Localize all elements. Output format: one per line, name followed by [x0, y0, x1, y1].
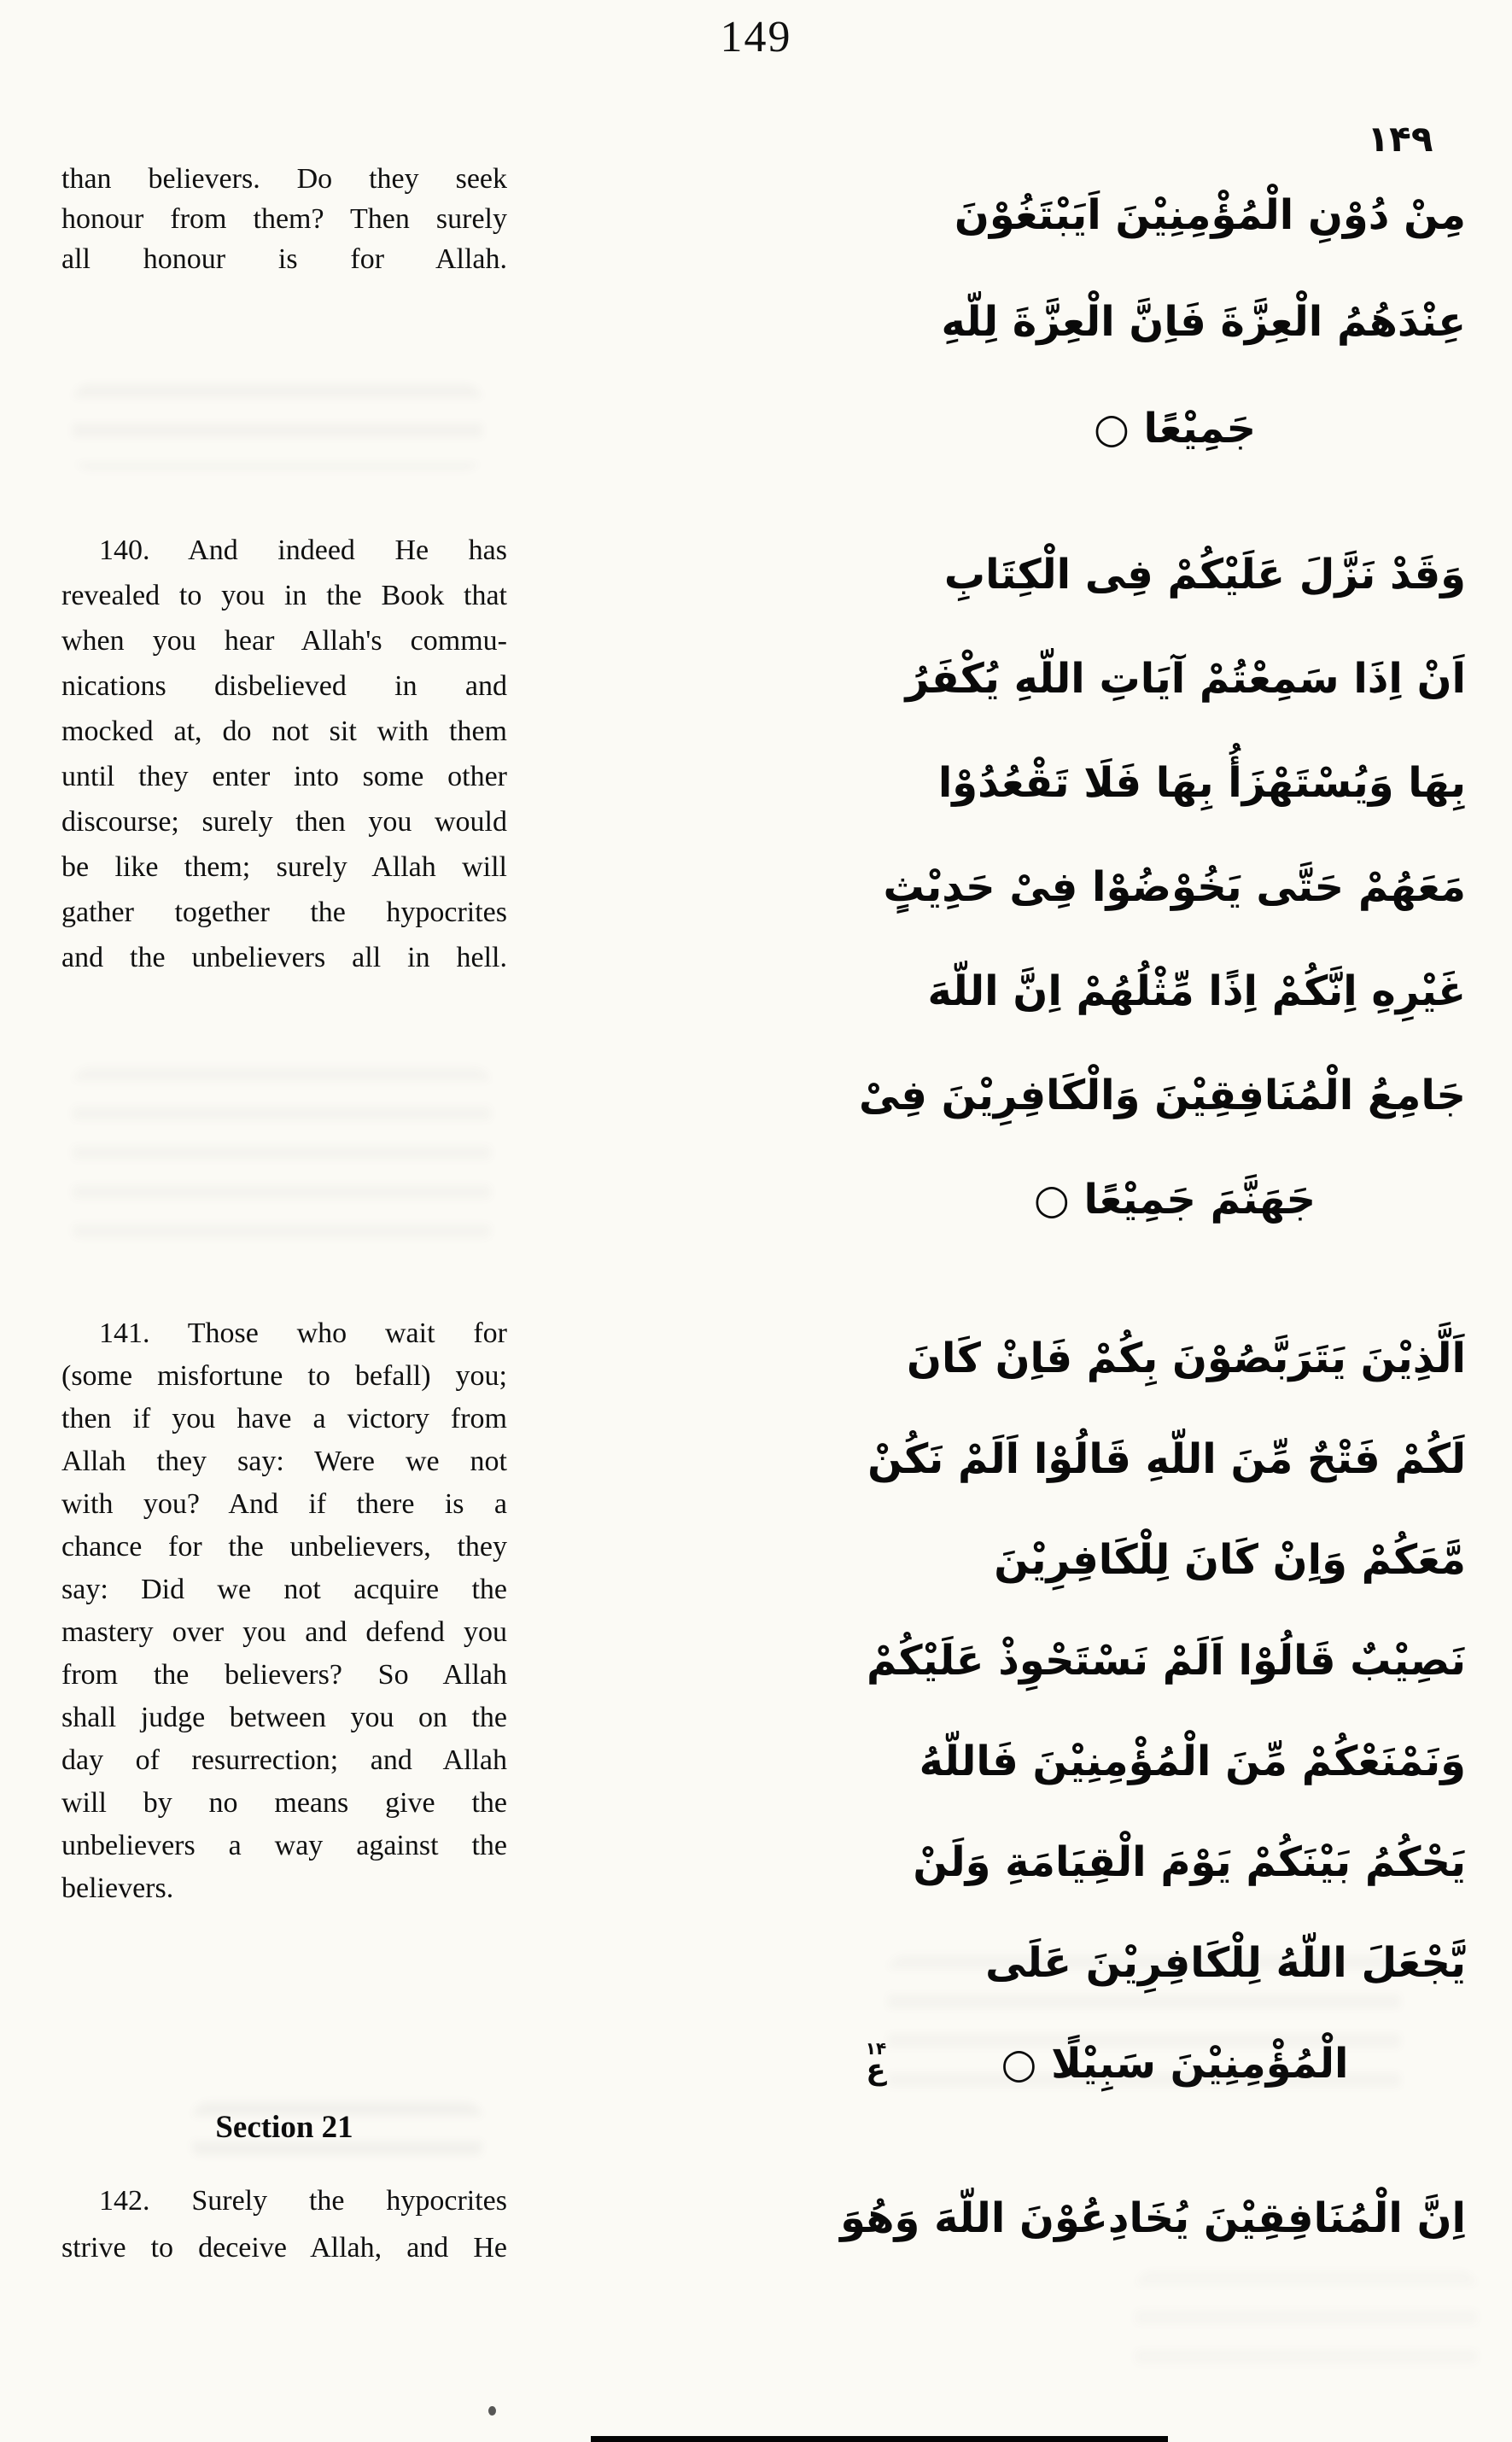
scan-bleed-artifact: [73, 1067, 491, 1247]
english-paragraph-v141-line-12: will by no means give the: [61, 1787, 507, 1819]
arabic-block-v141-line-3: مَّعَكُمْ وَاِنْ كَانَ لِلْكَافِرِيْنَ: [994, 1536, 1466, 1584]
english-paragraph-v141-line-2: (some misfortune to befall) you;: [61, 1360, 507, 1392]
english-paragraph-v142-line-1: 142. Surely the hypocrites: [99, 2185, 507, 2217]
arabic-block-v140-line-1: وَقَدْ نَزَّلَ عَلَيْكُمْ فِى الْكِتَابِ: [943, 551, 1466, 599]
english-paragraph-v141: [61, 1312, 507, 1910]
english-paragraph-v140-line-4: nications disbelieved in and: [61, 670, 507, 702]
scan-bleed-artifact: [192, 2102, 482, 2162]
arabic-block-v140-line-2: اَنْ اِذَا سَمِعْتُمْ آيَاتِ اللّهِ يُكْفَرُ: [905, 655, 1466, 703]
arabic-block-v142: [840, 2167, 1466, 2270]
ruku-number: ۱۴: [865, 2038, 887, 2059]
scan-bleed-artifact: [73, 384, 482, 470]
english-paragraph-v141-line-7: say: Did we not acquire the: [61, 1574, 507, 1605]
english-paragraph-v141-line-13: unbelievers a way against the: [61, 1830, 507, 1861]
arabic-block-v139: [849, 162, 1466, 482]
scan-edge-bar-artifact: [591, 2436, 1168, 2442]
arabic-block-v141-line-6: يَحْكُمُ بَيْنَكُمْ يَوْمَ الْقِيَامَةِ وَلَنْ: [913, 1838, 1466, 1886]
english-paragraph-v141-line-11: day of resurrection; and Allah: [61, 1744, 507, 1776]
english-paragraph-v141-line-3: then if you have a victory from: [61, 1403, 507, 1434]
arabic-block-v139-line-2: عِنْدَهُمُ الْعِزَّةَ فَاِنَّ الْعِزَّةَ لِلّهِ: [941, 298, 1466, 346]
arabic-block-v141-line-4: نَصِيْبٌ قَالُوْا اَلَمْ نَسْتَحْوِذْ عَلَيْكُمْ: [866, 1637, 1466, 1685]
ink-speck-artifact: [488, 2406, 496, 2416]
english-paragraph-v139-line-3: all honour is for Allah.: [61, 243, 507, 275]
arabic-block-v141-line-5: وَنَمْنَعْكُمْ مِّنَ الْمُؤْمِنِيْنَ فَاللّهُ: [919, 1738, 1466, 1785]
arabic-block-v141-line-7: يَّجْعَلَ اللّهُ لِلْكَافِرِيْنَ عَلَى: [985, 1939, 1466, 1987]
arabic-block-v141-line-1: اَلَّذِيْنَ يَتَرَبَّصُوْنَ بِكُمْ فَاِنْ كَانَ: [906, 1335, 1466, 1382]
english-paragraph-v140-line-10: and the unbelievers all in hell.: [61, 942, 507, 973]
english-paragraph-v142-line-2: strive to deceive Allah, and He: [61, 2232, 507, 2264]
english-paragraph-v140-line-9: gather together the hypocrites: [61, 897, 507, 928]
arabic-block-v140-line-4: مَعَهُمْ حَتَّى يَخُوْضُوْا فِىْ حَدِيْثٍ: [883, 863, 1466, 911]
arabic-block-v139-line-3: جَمِيْعًا ○: [1093, 405, 1257, 453]
arabic-block-v140-line-3: بِهَا وَيُسْتَهْزَأُ بِهَا فَلَا تَقْعُدُوْا: [937, 759, 1466, 807]
arabic-block-v140-line-5: غَيْرِهِ اِنَّكُمْ اِذًا مِّثْلُهُمْ اِنَّ اللّهَ: [927, 967, 1466, 1015]
english-paragraph-v142: [61, 2177, 507, 2271]
english-paragraph-v141-line-1: 141. Those who wait for: [99, 1317, 507, 1349]
english-paragraph-v141-line-4: Allah they say: Were we not: [61, 1446, 507, 1477]
arabic-block-v139-line-1: مِنْ دُوْنِ الْمُؤْمِنِيْنَ اَيَبْتَغُوْنَ: [954, 191, 1466, 239]
english-paragraph-v141-line-6: chance for the unbelievers, they: [61, 1531, 507, 1563]
arabic-block-v140-line-6: جَامِعُ الْمُنَافِقِيْنَ وَالْكَافِرِيْنَ فِىْ: [858, 1072, 1466, 1119]
ruku-letter-ain-icon: ع: [866, 2053, 886, 2087]
arabic-block-v140-line-7: جَهَنَّمَ جَمِيْعًا ○: [1033, 1176, 1316, 1224]
arabic-block-v141-line-2: لَكُمْ فَتْحٌ مِّنَ اللّهِ قَالُوْا اَلَمْ نَكُنْ: [867, 1435, 1466, 1483]
english-paragraph-v140-line-2: revealed to you in the Book that: [61, 580, 507, 611]
english-paragraph-v140-line-7: discourse; surely then you would: [61, 806, 507, 838]
english-paragraph-v141-line-14: believers.: [61, 1872, 174, 1904]
english-paragraph-v141-line-9: from the believers? So Allah: [61, 1659, 507, 1691]
english-paragraph-v140-line-1: 140. And indeed He has: [99, 535, 507, 566]
arabic-block-v142-line-1: اِنَّ الْمُنَافِقِيْنَ يُخَادِعُوْنَ اللّهَ وَهُوَ: [840, 2194, 1466, 2242]
page-number: 149: [720, 13, 792, 61]
scan-bleed-artifact: [888, 1955, 1400, 2100]
english-paragraph-v139-line-2: honour from them? Then surely: [61, 203, 507, 235]
arabic-block-v140: [849, 523, 1466, 1252]
arabic-block-v141-line-8: الْمُؤْمِنِيْنَ سَبِيْلًا ○: [1001, 2040, 1349, 2088]
english-paragraph-v140-line-3: when you hear Allah's commu-: [61, 625, 507, 657]
english-paragraph-v141-line-8: mastery over you and defend you: [61, 1616, 507, 1648]
english-paragraph-v140-line-5: mocked at, do not sit with them: [61, 716, 507, 747]
english-paragraph-v139-line-1: than believers. Do they seek: [61, 163, 507, 195]
english-paragraph-v139: [61, 159, 507, 279]
page-number-urdu: ۱۴۹: [1367, 118, 1433, 160]
english-paragraph-v140-line-8: be like them; surely Allah will: [61, 851, 507, 883]
english-paragraph-v141-line-10: shall judge between you on the: [61, 1702, 507, 1733]
english-paragraph-v140-line-6: until they enter into some other: [61, 761, 507, 792]
scan-bleed-artifact: [1135, 2271, 1477, 2382]
section-heading: Section 21: [215, 2110, 353, 2145]
english-paragraph-v141-line-5: with you? And if there is a: [61, 1488, 507, 1520]
english-paragraph-v140: [61, 528, 507, 980]
